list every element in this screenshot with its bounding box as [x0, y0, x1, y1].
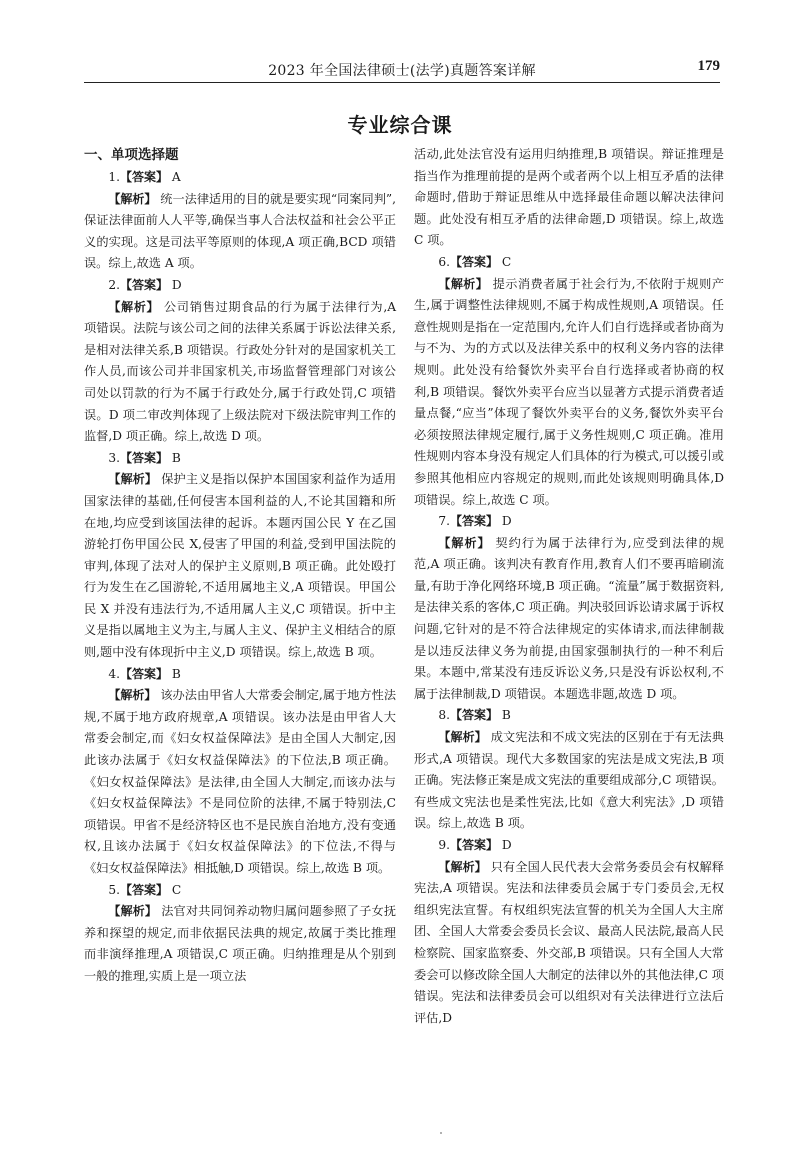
question-number: 9. — [438, 838, 451, 852]
analysis-text: 法官对共同饲养动物归属问题参照了子女抚养和探望的规定,而非依据民法典的规定,故属于类比推理而非演绎推理,A 项错误,C 项正确。归纳推理是从个别到一般的推理,实质上是一项立法 — [84, 904, 397, 983]
question-number: 5. — [108, 882, 121, 897]
answer-line-5 — [84, 880, 396, 902]
answer-line-6 — [414, 252, 724, 274]
analysis-3 — [84, 469, 396, 663]
analysis-label: 【解析】 — [108, 904, 158, 919]
answer-label: 【答案】 — [120, 666, 169, 681]
question-number: 8. — [438, 708, 451, 723]
analysis-5-part-1 — [84, 901, 396, 987]
answer-line-8 — [414, 705, 724, 727]
analysis-label: 【解析】 — [438, 730, 487, 745]
analysis-label: 【解析】 — [108, 688, 157, 703]
analysis-label: 【解析】 — [438, 276, 489, 291]
question-number: 6. — [438, 254, 451, 269]
answer-label: 【答案】 — [450, 514, 499, 529]
answer-value: C — [171, 882, 182, 897]
analysis-4 — [84, 685, 396, 879]
question-number: 2. — [108, 277, 121, 292]
answer-label: 【答案】 — [450, 254, 499, 269]
footer-dot — [440, 1132, 442, 1134]
answer-value: C — [501, 254, 512, 269]
answer-value: B — [171, 450, 181, 465]
analysis-text: 该办法由甲省人大常委会制定,属于地方性法规,不属于地方政府规章,A 项错误。该办法是由甲省人大常委会制定,而《妇女权益保障法》是由全国人大制定,因此该办法属于《妇女权益保障法》的下位法,B 项正确。《妇女权益保障法》是法律,由全国人大制定,而该办法与《妇女权益保障法》不是同位阶的法律,不属于特别法,C 项错误。甲省不是经济特区也不是民族自治地方,没有变通权,且该办法属于《妇女权益保障法》的下位法,不得与《妇女权益保障法》相抵触,D 项错误。综上,故选 B 项。 — [84, 688, 397, 875]
answer-value: D — [501, 838, 512, 852]
section-title: 专业综合课 — [347, 113, 453, 137]
answer-label: 【答案】 — [450, 708, 499, 723]
question-number: 1. — [108, 170, 121, 184]
analysis-text: 契约行为属于法律行为,应受到法律的规范,A 项正确。该判决有教育作用,教育人们不要再暗刷流量,有助于净化网络环境,B 项正确。“流量”属于数据资料,是法律关系的客体,C 项正确。判决驳回诉讼请求属于诉权问题,它针对的是不符合法律规定的实体请求,而法律制裁是以违反法律义务为前提,由国家强制执行的一种不利后果。本题中,常某没有违反诉讼义务,只是没有诉讼权利,不属于法律制裁,D 项错误。本题选非题,故选 D 项。 — [414, 535, 724, 701]
answer-line-2 — [84, 275, 396, 297]
analysis-label: 【解析】 — [108, 191, 157, 206]
analysis-label: 【解析】 — [108, 472, 158, 487]
analysis-text: 成文宪法和不成文宪法的区别在于有无法典形式,A 项错误。现代大多数国家的宪法是成文宪法,B 项正确。宪法修正案是成文宪法的重要组成部分,C 项错误。有些成文宪法也是柔性宪法,比如《意大利宪法》,D 项错误。综上,故选 B 项。 — [414, 730, 724, 831]
analysis-5-part-2: 活动,此处法官没有运用归纳推理,B 项错误。辩证推理是指当作为推理前提的是两个或者两个以上相互矛盾的法律命题时,借助于辩证思维从中选择最佳命题以解决法律问题。此处没有相互矛盾的法律命题,D 项错误。综上,故选 C 项。 — [414, 147, 724, 248]
analysis-6 — [414, 274, 724, 512]
analysis-1 — [84, 189, 396, 275]
analysis-7 — [414, 533, 724, 706]
answer-line-3 — [84, 448, 396, 470]
analysis-9 — [414, 857, 724, 1030]
analysis-label: 【解析】 — [108, 299, 160, 314]
answer-value: D — [171, 277, 182, 292]
analysis-label: 【解析】 — [438, 535, 491, 550]
answer-line-1 — [84, 167, 396, 189]
analysis-text: 保护主义是指以保护本国国家利益作为适用国家法律的基础,任何侵害本国利益的人,不论其国籍和所在地,均应受到该国法律的起诉。本题丙国公民 Y 在乙国游轮打伤甲国公民 X,侵害了甲国的利益,受到甲国法院的审判,体现了法对人的保护主义原则,B 项正确。此处殴打行为发生在乙国游轮,不适用属地主义,A 项错误。甲国公民 X 并没有违法行为,不适用属人主义,C 项错误。折中主义是指以属地主义为主,与属人主义、保护主义相结合的原则,题中没有体现折中主义,D 项错误。综上,故选 B 项。 — [84, 472, 397, 660]
running-header-title: 2023 年全国法律硕士(法学)真题答案详解 — [268, 63, 536, 79]
answer-line-7 — [414, 511, 724, 533]
question-number: 4. — [108, 666, 121, 681]
analysis-text: 公司销售过期食品的行为属于法律行为,A 项错误。法院与该公司之间的法律关系属于诉讼法律关系,是相对法律关系,B 项错误。行政处分针对的是国家机关工作人员,而该公司并非国家机关,市场监督管理部门对该公司处以罚款的行为不属于行政处分,属于行政处罚,C 项错误。D 项二审改判体现了上级法院对下级法院审判工作的监督,D 项正确。综上,故选 D 项。 — [84, 299, 396, 444]
page-header — [84, 58, 720, 83]
answer-value: B — [171, 666, 181, 681]
analysis-label: 【解析】 — [438, 859, 487, 874]
answer-value: D — [501, 514, 512, 529]
analysis-2 — [84, 297, 396, 448]
answer-label: 【答案】 — [120, 450, 169, 465]
answer-line-4 — [84, 664, 396, 686]
answer-line-9 — [414, 835, 724, 857]
part-heading: 一、单项选择题 — [84, 147, 179, 163]
analysis-text: 只有全国人民代表大会常务委员会有权解释宪法,A 项错误。宪法和法律委员会属于专门委员会,无权组织宪法宣誓。有权组织宪法宣誓的机关为全国人大主席团、全国人大常委会委员长会议、最高人民法院,最高人民检察院、国家监察委、外交部,B 项错误。只有全国人大常委会可以修改除全国人大制定的法律以外的其他法律,C 项错误。宪法和法律委员会可以组织对有关法律进行立法后评估,D — [414, 859, 724, 1025]
question-number: 7. — [438, 514, 451, 529]
answer-label: 【答案】 — [120, 882, 169, 897]
analysis-8 — [414, 727, 724, 835]
question-number: 3. — [108, 450, 121, 465]
left-column — [84, 143, 396, 988]
answer-label: 【答案】 — [450, 838, 499, 852]
analysis-text: 统一法律适用的目的就是要实现“同案同判”,保证法律面前人人平等,确保当事人合法权益和社会公平正义的实现。这是司法平等原则的体现,A 项正确,BCD 项错误。综上,故选 A 项。 — [84, 191, 396, 271]
right-column — [414, 144, 724, 1029]
answer-label: 【答案】 — [120, 170, 169, 184]
answer-value: B — [501, 708, 511, 723]
answer-label: 【答案】 — [120, 277, 169, 292]
answer-value: A — [171, 170, 181, 184]
analysis-text: 提示消费者属于社会行为,不依附于规则产生,属于调整性法律规则,不属于构成性规则,A 项错误。任意性规则是指在一定范围内,允许人们自行选择或者协商为与不为、为的方式以及法律关系中的权利义务内容的法律规则。此处没有给餐饮外卖平台自行选择或者协商的权利,B 项错误。餐饮外卖平台应当以显著方式提示消费者适量点餐,“应当”体现了餐饮外卖平台的义务,餐饮外卖平台必须按照法律规定履行,属于义务性规则,C 项正确。准用性规则内容本身没有规定人们具体的行为模式,可以援引或参照其他相应内容规定的规则,而此处该规则明确具体,D 项错误。综上,故选 C 项。 — [414, 276, 725, 507]
page-number: 179 — [697, 58, 720, 74]
